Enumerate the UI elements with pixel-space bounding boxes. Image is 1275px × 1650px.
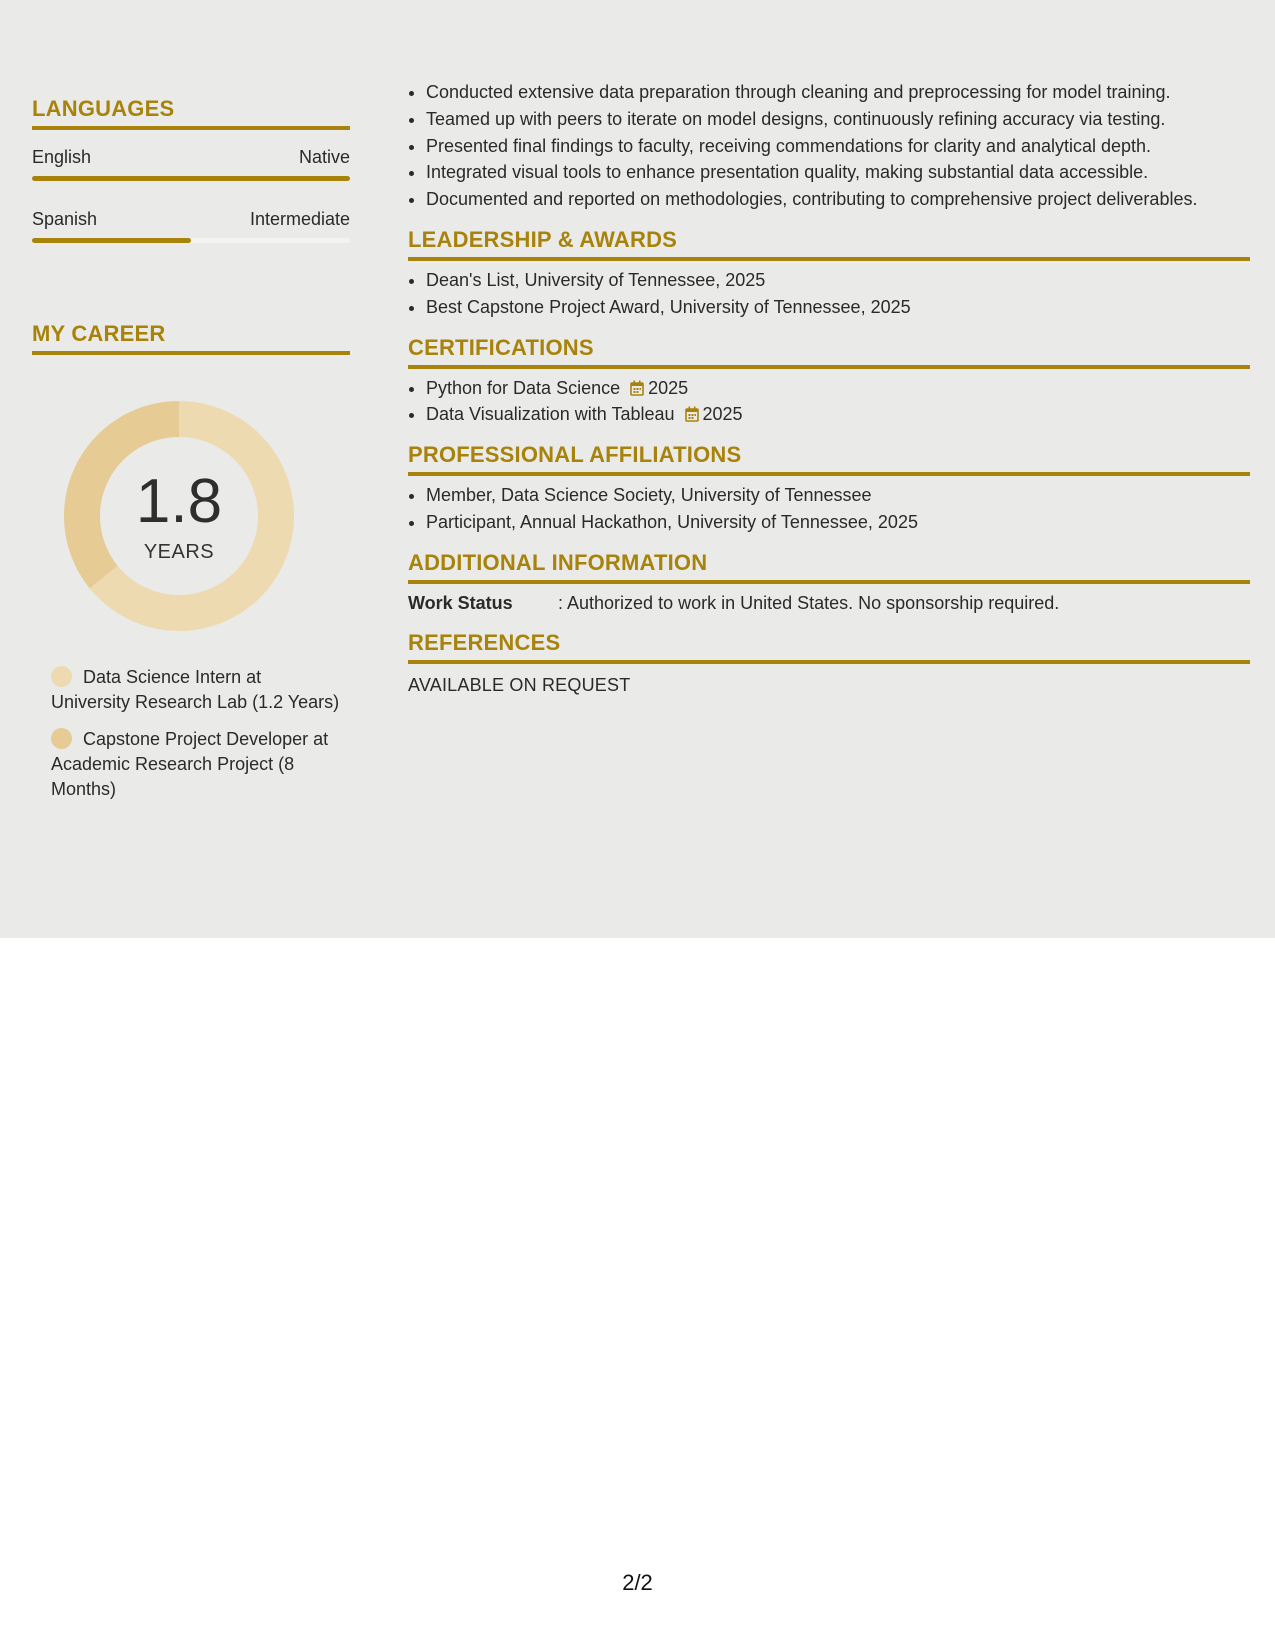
work-status-label: Work Status [408,592,513,613]
certification-name: Python for Data Science [426,377,621,398]
certification-name: Data Visualization with Tableau [426,404,675,425]
calendar-icon [685,406,699,422]
references-title: REFERENCES [408,630,1250,664]
language-proficiency-bar [32,176,350,181]
language-proficiency-bar [32,238,350,243]
calendar-icon [630,380,644,396]
legend-dot-icon [51,666,72,687]
list-item: • Teamed up with peers to iterate on model designs, continuously refining accuracy via testing. [426,106,1250,133]
career-legend-item [51,665,341,715]
right-column [408,0,1250,698]
list-item: • Conducted extensive data preparation through cleaning and preprocessing for model training. [426,79,1250,106]
list-item: • Dean's List, University of Tennessee, 2025 [426,267,1250,294]
references-text: AVAILABLE ON REQUEST [408,674,631,695]
career-legend-label: Data Science Intern at University Research Lab (1.2 Years) [51,667,340,712]
list-item: • Presented final findings to faculty, receiving commendations for clarity and analytical depth. [426,133,1250,160]
list-item [426,375,1250,402]
experience-bullets [408,79,1250,213]
certification-year: 2025 [702,404,743,425]
list-item: • Best Capstone Project Award, University of Tennessee, 2025 [426,294,1250,321]
language-item [32,146,350,181]
list-item: • Documented and reported on methodologies, contributing to comprehensive project deliverables. [426,186,1250,213]
language-proficiency-fill [32,176,350,181]
work-status-row [408,590,1250,616]
certifications-title: CERTIFICATIONS [408,335,1250,369]
list-item: • Member, Data Science Society, University of Tennessee [426,482,1250,509]
work-status-value: : Authorized to work in United States. No sponsorship required. [558,592,1060,613]
language-name: English [32,147,92,167]
legend-dot-icon [51,728,72,749]
career-title: MY CAREER [32,321,350,355]
list-item [426,401,1250,428]
leadership-list [408,267,1250,321]
list-item: • Participant, Annual Hackathon, University of Tennessee, 2025 [426,509,1250,536]
affiliations-list [408,482,1250,536]
leadership-title: LEADERSHIP & AWARDS [408,227,1250,261]
page-number: 2/2 [622,1570,653,1595]
career-legend-label: Capstone Project Developer at Academic Research Project (8 Months) [51,729,329,799]
affiliations-title: PROFESSIONAL AFFILIATIONS [408,442,1250,476]
career-total-unit: YEARS [143,541,215,563]
language-name: Spanish [32,209,98,229]
list-item: • Integrated visual tools to enhance presentation quality, making substantial data accessible. [426,159,1250,186]
career-legend [51,665,341,802]
left-column [32,0,350,814]
language-level: Native [298,147,350,167]
language-item [32,208,350,243]
languages-title: LANGUAGES [32,96,350,130]
career-total-value: 1.8 [135,467,223,536]
language-level: Intermediate [249,209,350,229]
additional-info-title: ADDITIONAL INFORMATION [408,550,1250,584]
certifications-list [408,375,1250,429]
language-proficiency-fill [32,238,191,243]
certification-year: 2025 [648,377,689,398]
career-donut-chart [64,401,294,631]
career-legend-item [51,727,341,802]
